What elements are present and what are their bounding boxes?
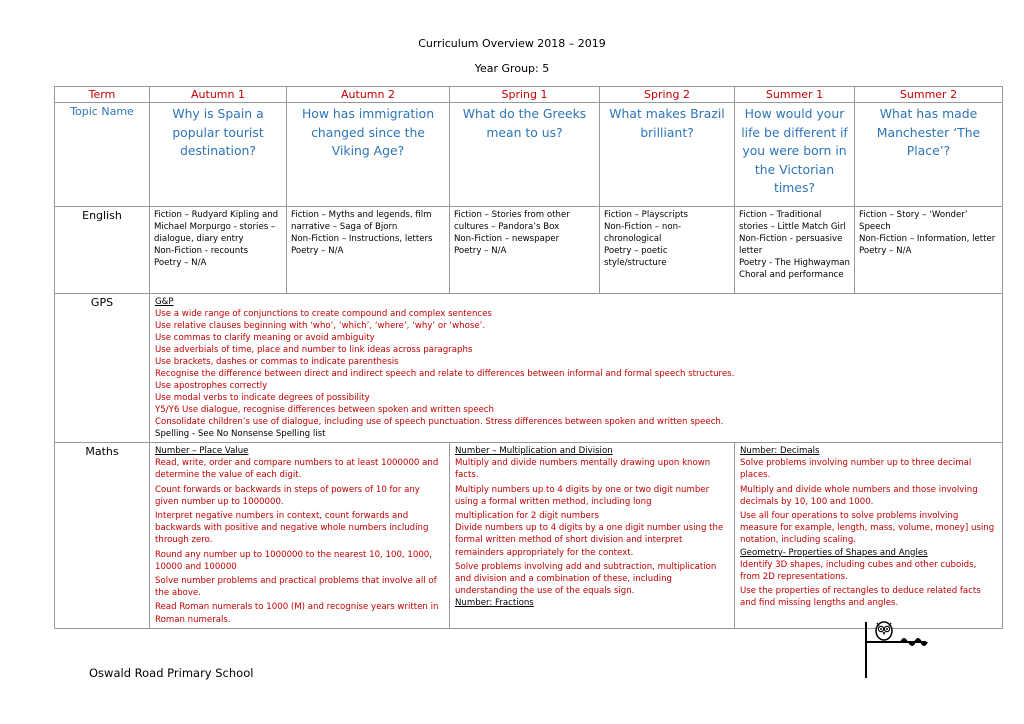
english-line: Poetry – N/A (154, 258, 207, 268)
topic-summer-2: What has made Manchester ‘The Place’? (855, 103, 1003, 207)
maths-heading: Number: Fractions (455, 598, 534, 609)
gps-item: Use brackets, dashes or commas to indicate parenthesis (155, 357, 399, 367)
english-label: English (55, 207, 150, 294)
english-line: Fiction – Rudyard Kipling and Michael Morpurgo - stories – dialogue, diary entry (154, 210, 279, 244)
term-autumn-1: Autumn 1 (150, 87, 287, 103)
english-line: Non-Fiction – non-chronological (604, 222, 682, 244)
gps-item: Use adverbials of time, place and number to link ideas across paragraphs (155, 345, 473, 355)
gps-item: Use a wide range of conjunctions to create compound and complex sentences (155, 309, 492, 319)
gps-item: Y5/Y6 Use dialogue, recognise differences between spoken and written speech (155, 405, 494, 415)
gps-spelling: Spelling - See No Nonsense Spelling list (155, 429, 326, 439)
maths-item: Read Roman numerals to 1000 (M) and recognise years written in Roman numerals. (155, 602, 439, 625)
gps-item: Consolidate children’s use of dialogue, including use of speech punctuation. Stress differences between spoken and written speech. (155, 417, 724, 427)
maths-label: Maths (55, 443, 150, 629)
gps-label: GPS (55, 294, 150, 443)
document-title: Curriculum Overview 2018 – 2019 (418, 37, 606, 50)
maths-item: Multiply and divide whole numbers and those involving decimals by 10, 100 and 1000. (740, 484, 978, 507)
gps-item: Recognise the difference between direct and indirect speech and relate to differences between informal and formal speech structures. (155, 369, 735, 379)
maths-item: Multiply numbers up to 4 digits by one or two digit number using a formal written method, including long (455, 484, 710, 507)
english-line: Poetry – poetic style/structure (604, 246, 668, 268)
maths-item: Solve problems involving number up to three decimal places. (740, 458, 972, 481)
topic-spring-1: What do the Greeks mean to us? (450, 103, 600, 207)
gps-heading: G&P (155, 297, 174, 307)
maths-summer (735, 443, 1003, 629)
english-line: Poetry – N/A (859, 246, 912, 256)
gps-item: Use relative clauses beginning with ‘who’, ‘which’, ‘where’, ‘why’ or ‘whose’. (155, 321, 486, 331)
maths-row (55, 443, 1003, 629)
english-row (55, 207, 1003, 294)
maths-item: Identify 3D shapes, including cubes and other cuboids, from 2D representations. (740, 559, 977, 583)
gps-row (55, 294, 1003, 443)
maths-heading: Geometry- Properties of Shapes and Angles (740, 547, 928, 558)
english-line: Poetry – N/A (454, 246, 507, 256)
term-row (55, 87, 1003, 103)
topic-autumn-1: Why is Spain a popular tourist destination? (150, 103, 287, 207)
english-summer-2 (855, 207, 1003, 294)
year-group: Year Group: 5 (474, 62, 550, 75)
maths-heading: Number: Decimals (740, 446, 820, 456)
term-summer-2: Summer 2 (855, 87, 1003, 103)
maths-item: multiplication for 2 digit numbers (455, 511, 599, 522)
english-line: Poetry – N/A (291, 246, 344, 256)
english-line: Fiction – Stories from other cultures – Pandora’s Box (454, 210, 570, 232)
gps-item: Use apostrophes correctly (155, 381, 268, 391)
maths-item: Interpret negative numbers in context, count forwards and backwards with positive and negative whole numbers including through zero. (155, 511, 429, 546)
english-line: Non-Fiction – Instructions, letters (291, 234, 433, 244)
english-summer-1 (735, 207, 855, 294)
english-line: Non-Fiction – Information, letter (859, 234, 996, 244)
english-line: Fiction – Myths and legends, film narrative – Saga of Bjorn (291, 210, 432, 232)
topic-spring-2: What makes Brazil brilliant? (600, 103, 735, 207)
maths-item: Count forwards or backwards in steps of powers of 10 for any given number up to 1000000. (155, 484, 420, 507)
english-line: Non-Fiction – newspaper (454, 234, 560, 244)
english-line: Choral and performance (739, 270, 844, 280)
english-line: Poetry - The Highwayman (739, 258, 850, 268)
gps-content (150, 294, 1003, 443)
gps-item: Use modal verbs to indicate degrees of possibility (155, 393, 370, 403)
maths-item: Round any number up to 1000000 to the nearest 10, 100, 1000, 10000 and 100000 (155, 549, 432, 572)
maths-item: Solve problems involving add and subtraction, multiplication and division and a combination of these, including understanding the use of the equals sign. (455, 561, 717, 597)
school-name: Oswald Road Primary School (89, 666, 254, 680)
english-autumn-1 (150, 207, 287, 294)
term-autumn-2: Autumn 2 (287, 87, 450, 103)
topic-label: Topic Name (55, 103, 150, 207)
maths-item: Divide numbers up to 4 digits by a one digit number using the formal written method of short division and interpret remainders appropriately for the context. (455, 523, 724, 558)
english-line: Non-Fiction - recounts (154, 246, 249, 256)
topic-autumn-2: How has immigration changed since the Viking Age? (287, 103, 450, 207)
english-line: Fiction – Traditional stories – Little Match Girl (739, 210, 846, 232)
gps-item: Use commas to clarify meaning or avoid ambiguity (155, 333, 375, 343)
english-line: Fiction – Playscripts (604, 210, 688, 220)
maths-heading: Number – Place Value (155, 446, 249, 456)
english-line: Fiction – Story – ‘Wonder’ Speech (859, 210, 968, 232)
maths-spring (450, 443, 735, 629)
english-spring-1 (450, 207, 600, 294)
english-spring-2 (600, 207, 735, 294)
topic-row (55, 103, 1003, 207)
maths-item: Use the properties of rectangles to deduce related facts and find missing lengths and angles. (740, 586, 981, 609)
maths-item: Use all four operations to solve problems involving measure for example, length, mass, volume, money] using notation, including scaling. (740, 511, 995, 546)
term-spring-1: Spring 1 (450, 87, 600, 103)
term-summer-1: Summer 1 (735, 87, 855, 103)
curriculum-table (54, 86, 1003, 629)
topic-summer-1: How would your life be different if you were born in the Victorian times? (735, 103, 855, 207)
term-spring-2: Spring 2 (600, 87, 735, 103)
term-label: Term (55, 87, 150, 103)
maths-heading: Number – Multiplication and Division (455, 446, 613, 456)
english-autumn-2 (287, 207, 450, 294)
maths-item: Multiply and divide numbers mentally drawing upon known facts. (455, 458, 711, 481)
english-line: Non-Fiction - persuasive letter (739, 234, 843, 256)
maths-item: Solve number problems and practical problems that involve all of the above. (155, 576, 437, 599)
maths-autumn (150, 443, 450, 629)
maths-item: Read, write, order and compare numbers to at least 1000000 and determine the value of each digit. (155, 458, 439, 481)
owl-on-branch-icon (862, 620, 930, 680)
